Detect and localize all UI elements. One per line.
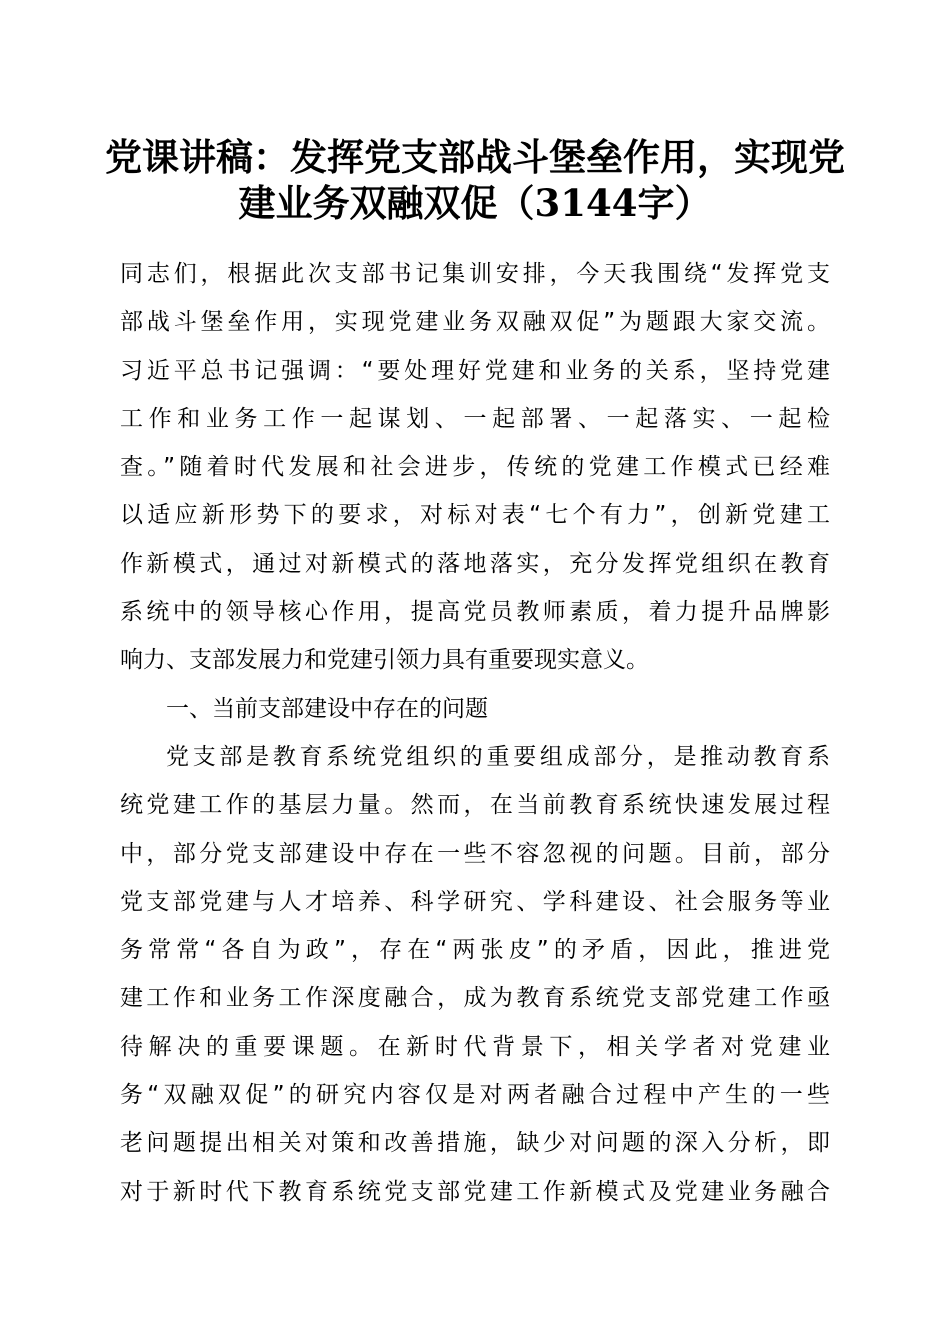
text-line: 待解决的重要课题。在新时代背景下，相关学者对党建业 [120, 1033, 830, 1060]
text-line: 中，部分党支部建设中存在一些不容忽视的问题。目前，部分 [120, 840, 830, 867]
title-line-1: 党课讲稿：发挥党支部战斗堡垒作用，实现党 [105, 135, 845, 179]
title-line-2: 建业务双融双促（3144字） [238, 181, 712, 225]
text-line: 部战斗堡垒作用，实现党建业务双融双促”为题跟大家交流。 [120, 309, 830, 336]
text-line: 对于新时代下教育系统党支部党建工作新模式及党建业务融合 [120, 1178, 830, 1205]
text-line: 务“双融双促”的研究内容仅是对两者融合过程中产生的一些 [120, 1082, 830, 1109]
text-line: 老问题提出相关对策和改善措施，缺少对问题的深入分析，即 [120, 1130, 830, 1157]
text-line: 建工作和业务工作深度融合，成为教育系统党支部党建工作亟 [120, 985, 830, 1012]
text-line: 查。”随着时代发展和社会进步，传统的党建工作模式已经难 [120, 454, 830, 481]
document-title [100, 134, 850, 226]
paragraph-intro [120, 250, 830, 685]
document-body [120, 250, 830, 1216]
text-line: 习近平总书记强调：“要处理好党建和业务的关系，坚持党建 [120, 357, 830, 384]
text-line: 务常常“各自为政”，存在“两张皮”的矛盾，因此，推进党 [120, 937, 830, 964]
text-line: 党支部党建与人才培养、科学研究、学科建设、社会服务等业 [120, 888, 830, 915]
text-line: 作新模式，通过对新模式的落地落实，充分发挥党组织在教育 [120, 550, 830, 577]
paragraph-problems [120, 733, 830, 1216]
text-line: 以适应新形势下的要求，对标对表“七个有力”，创新党建工 [120, 502, 830, 529]
text-line: 响力、支部发展力和党建引领力具有重要现实意义。 [120, 647, 649, 674]
text-line: 同志们，根据此次支部书记集训安排，今天我围绕“发挥党支 [120, 261, 830, 287]
text-line: 系统中的领导核心作用，提高党员教师素质，着力提升品牌影 [120, 599, 830, 626]
text-line: 工作和业务工作一起谋划、一起部署、一起落实、一起检 [120, 405, 830, 432]
text-line: 统党建工作的基层力量。然而，在当前教育系统快速发展过程 [120, 792, 830, 819]
section-heading: 一、当前支部建设中存在的问题 [166, 695, 488, 722]
text-line: 党支部是教育系统党组织的重要组成部分，是推动教育系 [166, 743, 830, 770]
